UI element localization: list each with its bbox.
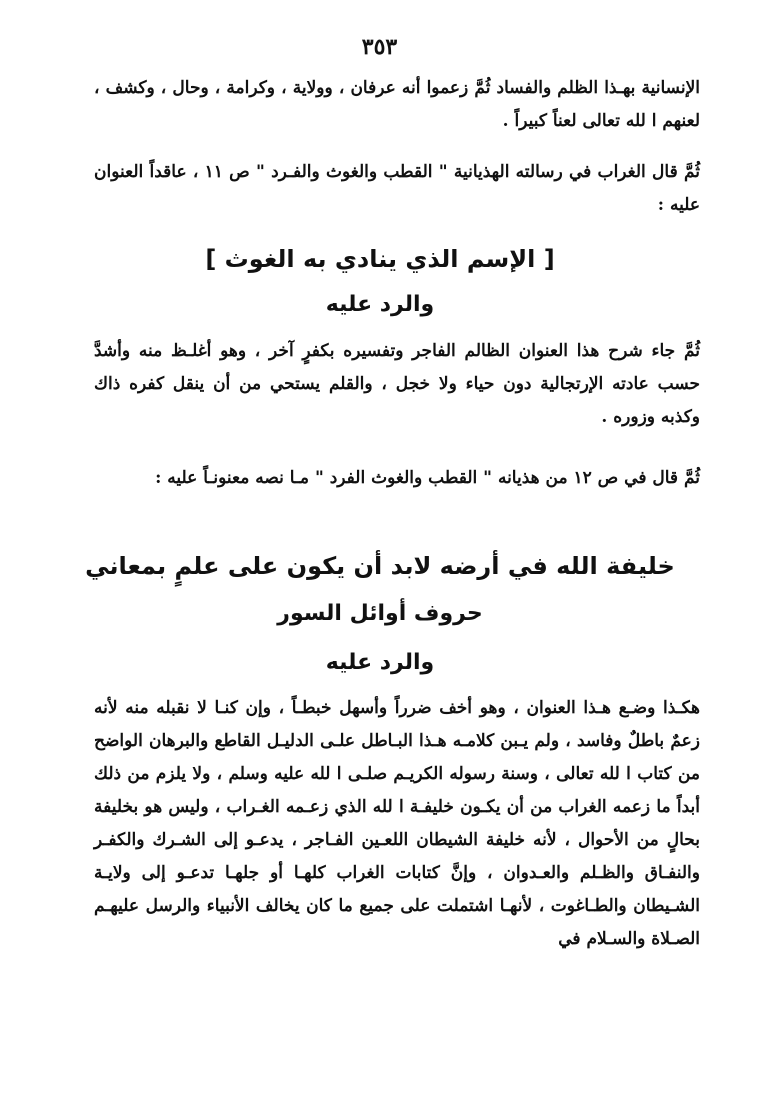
section-a-title: [ الإسم الذي ينادي به الغوث ]	[205, 245, 555, 273]
paragraph-1: الإنسانية بهـذا الظلم والفساد ثُمَّ زعموا أنه عرفان ، وولاية ، وكرامة ، وحال ، وكشف ، لعنهم ا لله تعالى لعناً كبيراً .	[94, 78, 700, 131]
section-a-reply-heading: والرد عليه	[325, 292, 435, 317]
paragraph-4: ثُمَّ قال في ص ١٢ من هذيانه " القطب والغوث الفرد " مـا نصه معنونـاً عليه :	[155, 468, 700, 488]
page-number: ٣٥٣	[361, 34, 398, 60]
paragraph-3: ثُمَّ جاء شرح هذا العنوان الظالم الفاجر وتفسيره بكفرٍ آخر ، وهو أغلـظ منه وأشدَّ حسب عادته الإرتجالية دون حياء ولا خجل ، والقلم يستحي من أن ينقل كفره ذاك وكذبه وزوره .	[94, 341, 700, 427]
section-b-title-line-1: خليفة الله في أرضه لابد أن يكون على علمٍ بمعاني	[85, 552, 675, 580]
section-b-title-line-2: حروف أوائل السور	[277, 601, 483, 626]
paragraph-5: هكـذا وضـع هـذا العنوان ، وهو أخف ضرراً وأسهل خبطـاً ، وإن كنـا لا نقبله منه لأنه زعمٌ باطلٌ وفاسد ، ولم يـبن كلامـه هـذا البـاطل علـى الدليـل القاطع والبرهان الواضح من كتاب ا لله تعالى ، وسنة رسوله الكريـم صلـى ا لله عليه وسلم ، ولا يلزم من ذلك أبداً ما زعمه الغراب من أن يكـون خليفـة ا لله الذي زعـمه الغـراب ، وليس هو بخليفة بحالٍ من الأحوال ، لأنه خليفة الشيطان اللعـين الفـاجر ، يدعـو إلى الشـرك والكفـر والنفـاق والظـلم والعـدوان ، وإنَّ كتابات الغراب كلهـا أو جلهـا تدعـو إلى ولايـة الشـيطان والطـاغوت ، لأنهـا اشتملت على جميع ما كان يخالف الأنبياء والرسل عليهـم الصـلاة والسـلام في	[94, 698, 700, 949]
paragraph-2: ثُمَّ قال الغراب في رسالته الهذيانية " القطب والغوث والفـرد " ص ١١ ، عاقداً العنوان عليه :	[94, 162, 700, 215]
section-b-reply-heading: والرد عليه	[325, 650, 435, 675]
